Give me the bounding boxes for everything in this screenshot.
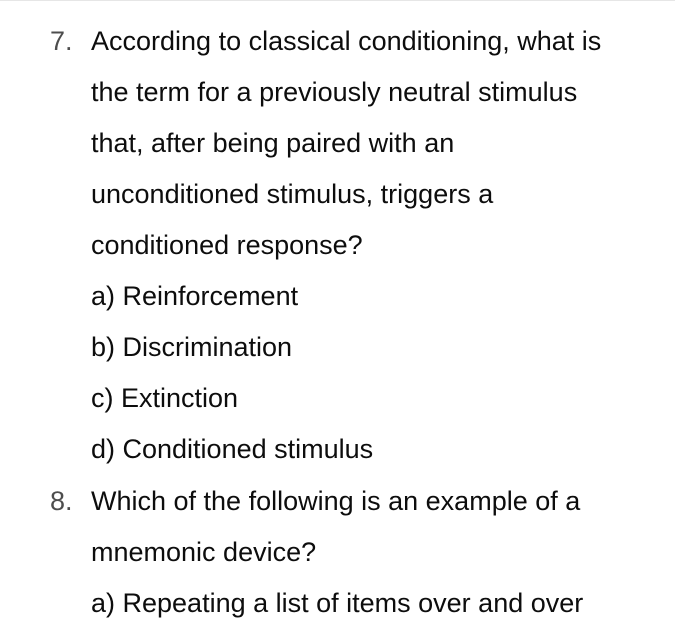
answer-option-a: a) Repeating a list of items over and over	[91, 588, 584, 618]
question-text-line: conditioned response?	[91, 230, 363, 260]
question-text-line: mnemonic device?	[91, 537, 317, 567]
question-text-line: According to classical conditioning, what is	[91, 26, 602, 56]
answer-option-a: a) Reinforcement	[91, 281, 299, 311]
top-divider	[0, 0, 675, 1]
question-number: 8.	[50, 486, 73, 516]
question-number: 7.	[50, 26, 73, 56]
answer-option-d: d) Conditioned stimulus	[91, 434, 374, 464]
question-text	[91, 476, 661, 578]
question-text	[91, 16, 661, 271]
answer-option-c: c) Extinction	[91, 383, 239, 413]
question-text-line: Which of the following is an example of a	[91, 486, 581, 516]
question-text-line: unconditioned stimulus, triggers a	[91, 179, 494, 209]
question-text-line: that, after being paired with an	[91, 128, 455, 158]
answer-option-b: b) Discrimination	[91, 332, 293, 362]
question-text-line: the term for a previously neutral stimulus	[91, 77, 578, 107]
